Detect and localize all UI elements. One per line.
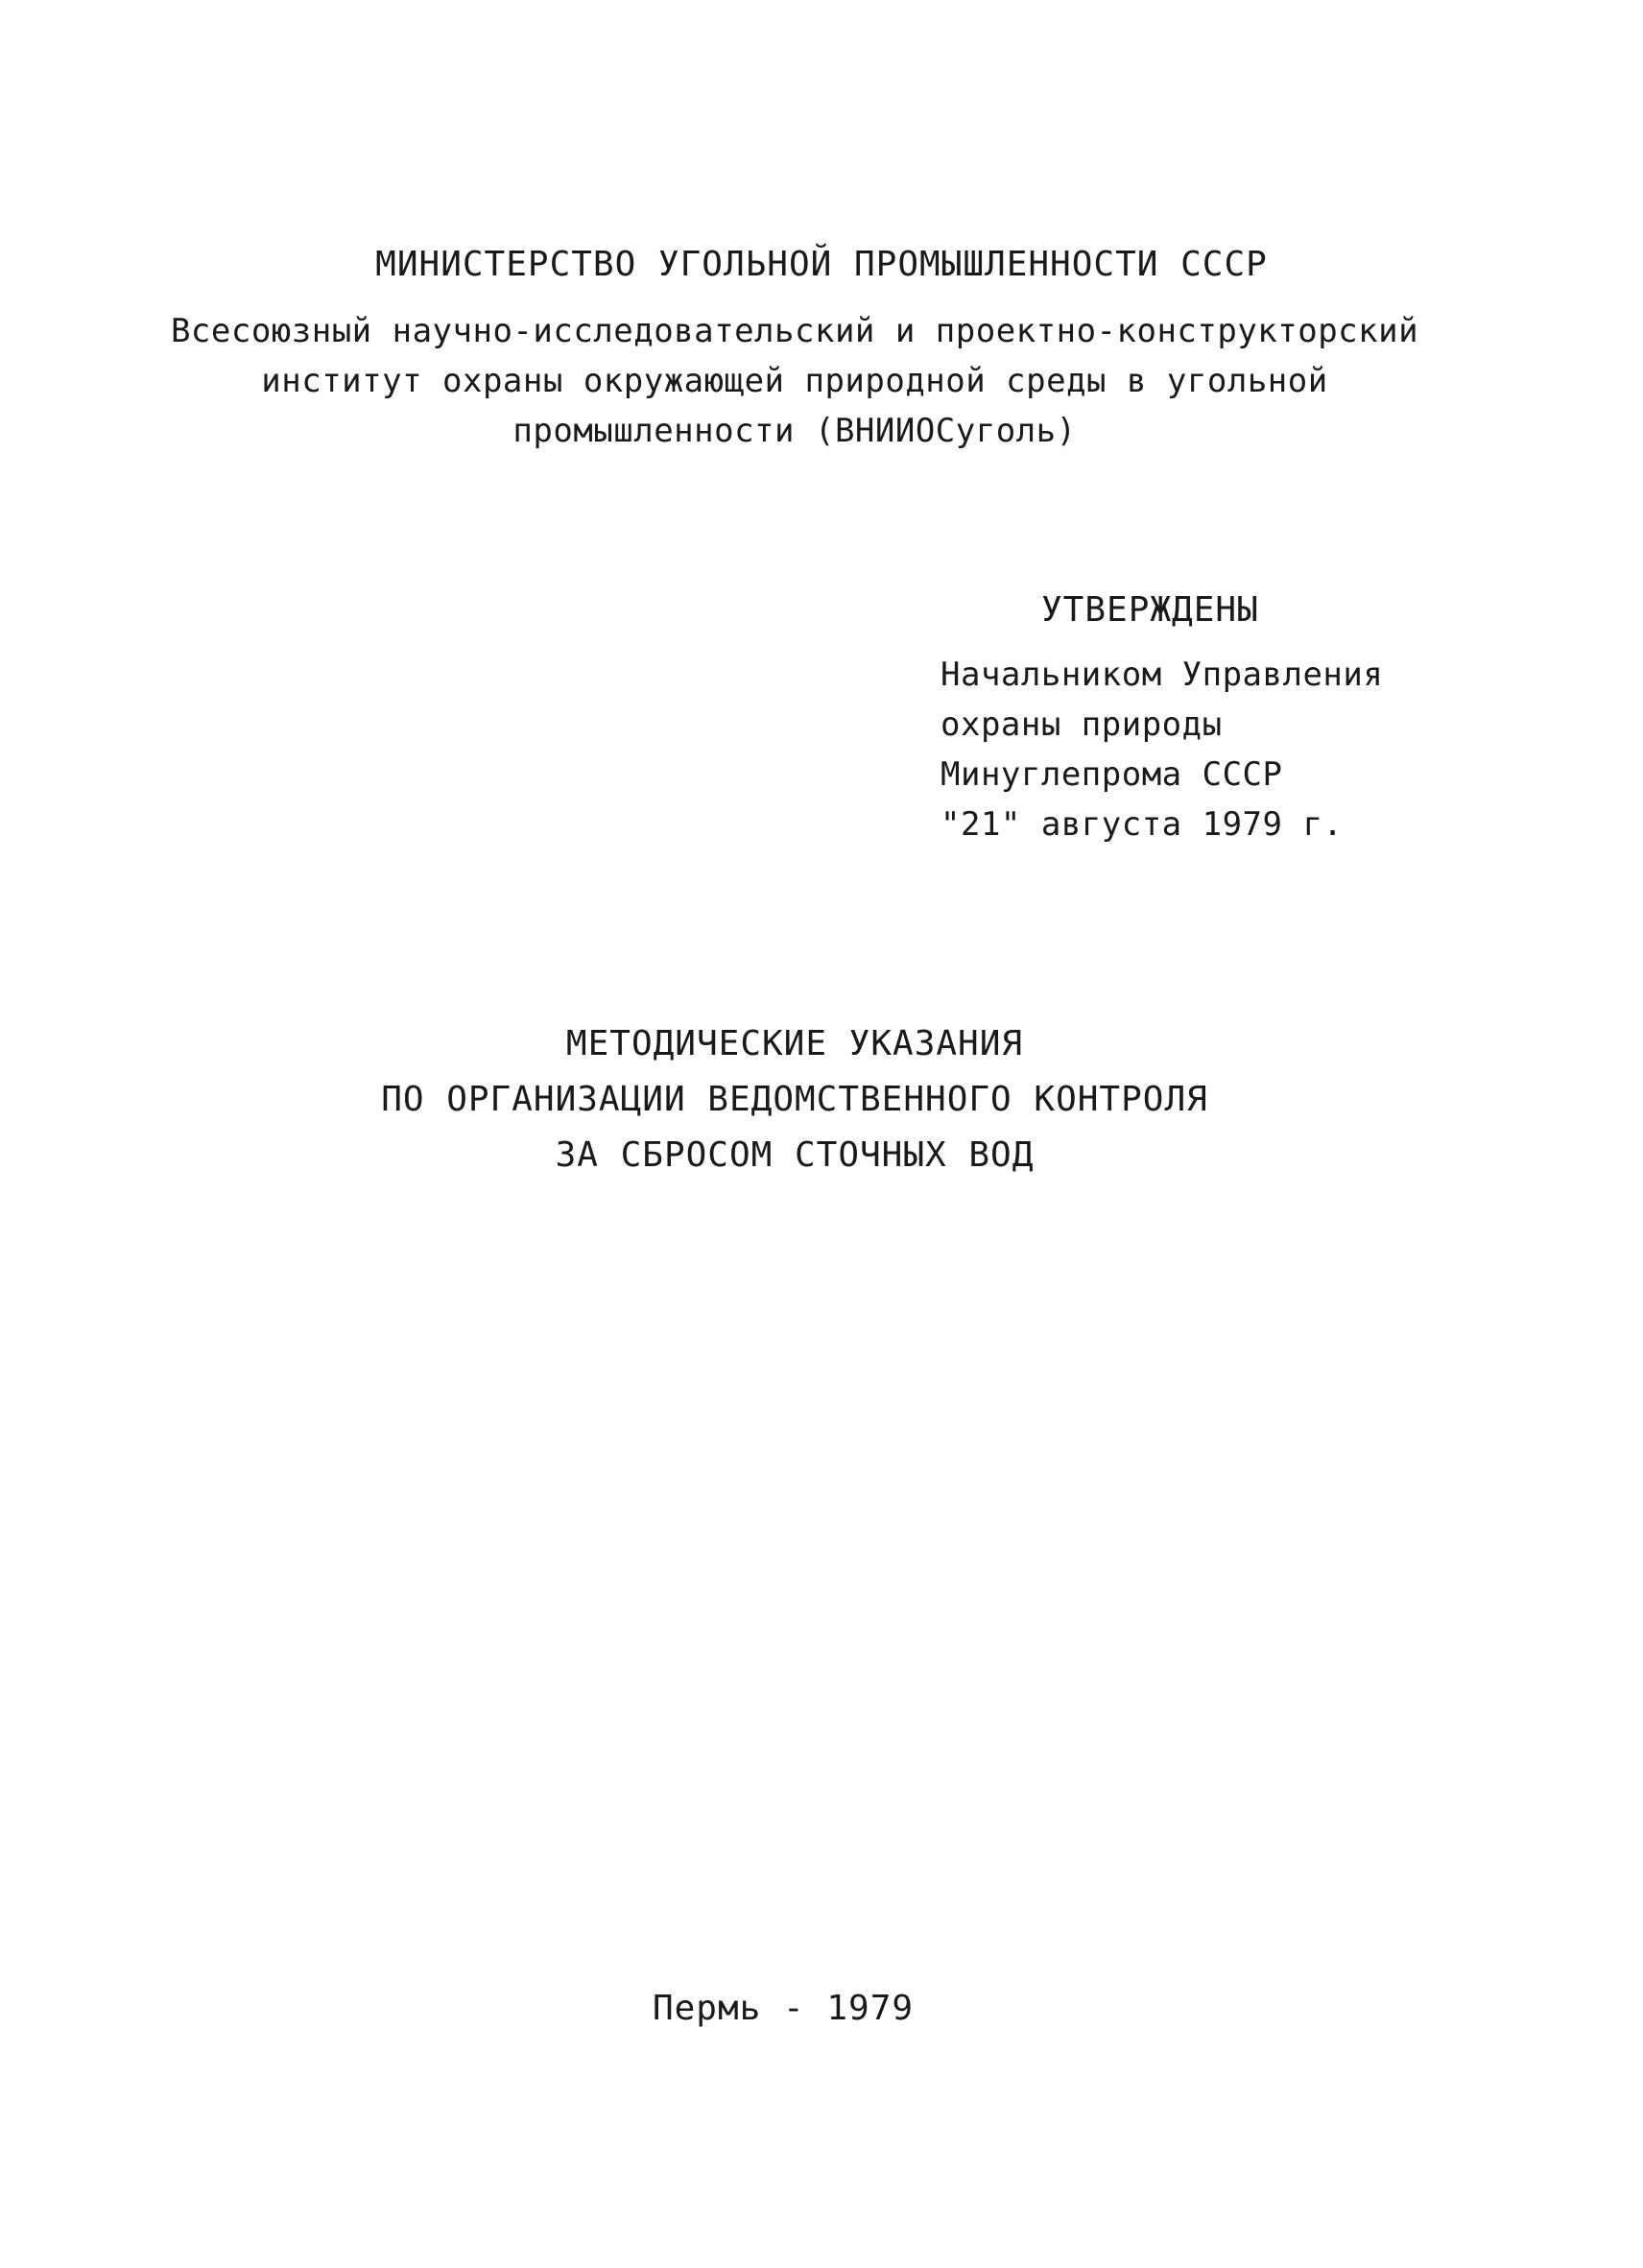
place-and-year: Пермь - 1979 [652,1989,915,2028]
institute-line-2: институт охраны окружающей природной среды в угольной [261,362,1328,400]
document-title-line-3: ЗА СБРОСОМ СТОЧНЫХ ВОД [555,1135,1035,1175]
ministry-name: МИНИСТЕРСТВО УГОЛЬНОЙ ПРОМЫШЛЕННОСТИ СССР [375,245,1268,284]
approval-title: УТВЕРЖДЕНЫ [1041,590,1259,630]
institute-line-1: Всесоюзный научно-исследовательский и проектно-конструкторский [170,312,1419,350]
approval-line-2: охраны природы [941,705,1223,744]
approval-line-1: Начальником Управления [941,656,1384,694]
document-title-line-2: ПО ОРГАНИЗАЦИИ ВЕДОМСТВЕННОГО КОНТРОЛЯ [381,1080,1208,1119]
approval-line-3: Минуглепрома СССР [941,755,1283,794]
document-title-line-1: МЕТОДИЧЕСКИЕ УКАЗАНИЯ [565,1024,1024,1063]
approval-date: "21" августа 1979 г. [941,805,1344,844]
institute-line-3: промышленности (ВНИИОСуголь) [512,412,1077,450]
